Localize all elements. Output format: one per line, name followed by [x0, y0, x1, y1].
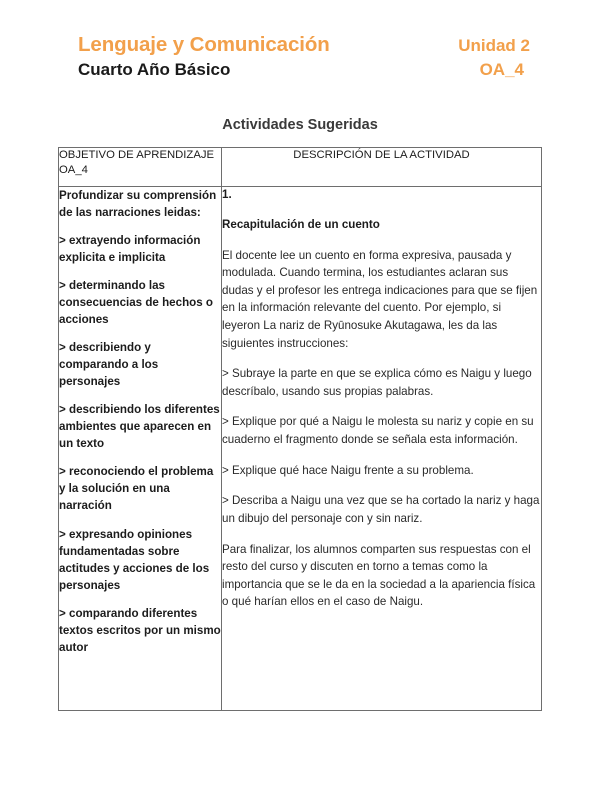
objective-item-5: > reconociendo el problema y la solución en una narración: [59, 465, 214, 513]
activity-paragraph-6: Para finalizar, los alumnos comparten sus respuestas con el resto del curso y discuten en torno a temas como la importancia que se le da en la sociedad a la apariencia física o qué harían ellos en el caso de Naigu.: [222, 542, 536, 609]
activity-paragraph-2: > Subraye la parte en que se explica cómo es Naigu y luego descríbalo, usando sus propias palabras.: [222, 367, 532, 398]
objective-item-3: > describiendo y comparando a los personajes: [59, 341, 159, 389]
activity-description-cell: [222, 187, 542, 711]
header-row-primary: [78, 33, 530, 57]
activity-subtitle: Recapitulación de un cuento: [222, 217, 380, 231]
activity-paragraph-1: El docente lee un cuento en forma expresiva, pausada y modulada. Cuando termina, los estudiantes aclaran sus dudas y el profesor les entrega indicaciones para que se fijen en la información relevante del cuento. Por ejemplo, si leyeron La nariz de Ryūnosuke Akutagawa, les da las siguientes instrucciones:: [222, 248, 538, 350]
activity-paragraph-3: > Explique por qué a Naigu le molesta su nariz y copie en su cuaderno el fragmento donde se señala esta información.: [222, 415, 534, 447]
objective-item-4: > describiendo los diferentes ambientes que aparecen en un texto: [59, 403, 220, 451]
subject-title: Lenguaje y Comunicación: [78, 33, 330, 56]
header-row-secondary: [78, 60, 530, 80]
objective-item-1: > extrayendo información explicita e implicita: [59, 234, 201, 265]
objective-intro: Profundizar su comprensión de las narraciones leidas:: [59, 189, 217, 220]
grade-title: Cuarto Año Básico: [78, 60, 231, 79]
section-title: Actividades Sugeridas: [222, 117, 378, 133]
objective-cell: [59, 187, 222, 711]
objective-item-7: > comparando diferentes textos escritos por un mismo autor: [59, 606, 221, 654]
objective-item-2: > determinando las consecuencias de hechos o acciones: [59, 279, 213, 327]
unit-label: Unidad 2: [458, 36, 530, 55]
activity-number: 1.: [222, 188, 232, 201]
table-header-objective: OBJETIVO DE APRENDIZAJE OA_4: [59, 148, 222, 187]
table-header-row: [59, 148, 542, 187]
table-header-description: DESCRIPCIÓN DE LA ACTIVIDAD: [222, 148, 542, 187]
activity-paragraph-4: > Explique qué hace Naigu frente a su problema.: [222, 463, 474, 477]
oa-code-label: OA_4: [479, 60, 524, 79]
document-header: [78, 33, 530, 80]
activity-paragraph-5: > Describa a Naigu una vez que se ha cortado la nariz y haga un dibujo del personaje con y sin nariz.: [222, 494, 540, 525]
objective-item-6: > expresando opiniones fundamentadas sobre actitudes y acciones de los personajes: [59, 527, 210, 592]
table-row: [59, 187, 542, 711]
activities-table: [58, 147, 542, 711]
